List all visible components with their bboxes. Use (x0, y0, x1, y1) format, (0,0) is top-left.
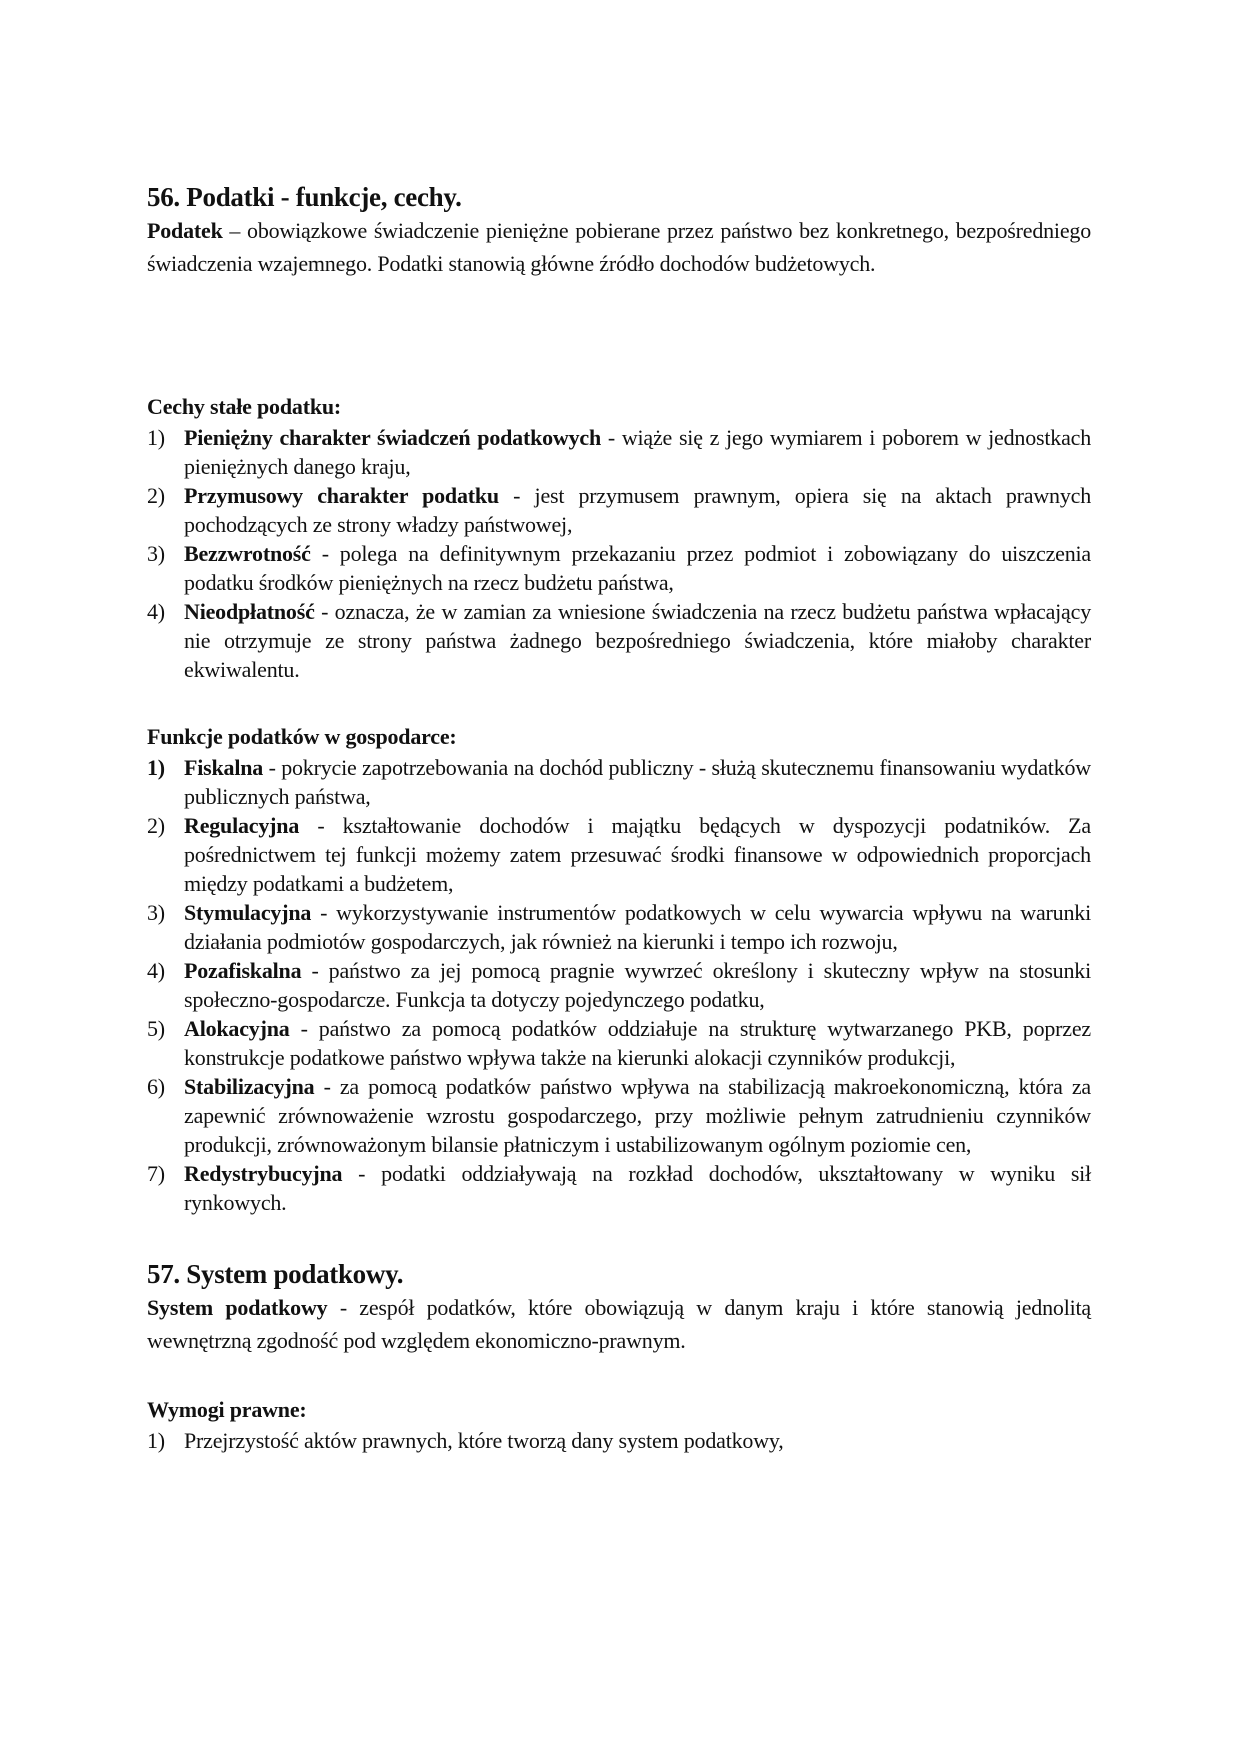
section-57-title: 57. System podatkowy. (147, 1259, 404, 1289)
section-56-title: 56. Podatki - funkcje, cechy. (147, 182, 462, 212)
list-item: 4) Nieodpłatność - oznacza, że w zamian za wniesione świadczenia na rzecz budżetu państwa wpłacający nie otrzymuje ze strony państwa żadnego bezpośredniego świadczenia, które miałoby charakter ekwiwalentu. (147, 599, 1091, 682)
requirements-list (147, 1426, 1091, 1455)
features-list (147, 423, 1091, 684)
document-page (147, 180, 1091, 1455)
list-item: 6) Stabilizacyjna - za pomocą podatków państwo wpływa na stabilizacją makroekonomiczną, która za zapewnić zrównoważenie wzrostu gospodarczego, przy możliwie pełnym zatrudnieniu czynników produkcji, zrównoważonym bilansie płatniczym i ustabilizowanym ogólnym poziomie cen, (147, 1074, 1091, 1157)
list-item: 7) Redystrybucyjna - podatki oddziaływają na rozkład dochodów, ukształtowany w wyniku sił rynkowych. (147, 1161, 1091, 1215)
requirements-heading: Wymogi prawne: (147, 1397, 307, 1422)
tax-system-text: - zespół podatków, które obowiązują w danym kraju i które stanowią jednolitą wewnętrzną zgodność pod względem ekonomiczno-prawnym. (147, 1295, 1091, 1353)
list-item: 1) Fiskalna - pokrycie zapotrzebowania na dochód publiczny - służą skutecznemu finansowaniu wydatków publicznych państwa, (147, 755, 1091, 809)
tax-definition-text: – obowiązkowe świadczenie pieniężne pobierane przez państwo bez konkretnego, bezpośredniego świadczenia wzajemnego. Podatki stanowią główne źródło dochodów budżetowych. (147, 218, 1091, 276)
tax-system-term: System podatkowy (147, 1295, 328, 1320)
list-item: 5) Alokacyjna - państwo za pomocą podatków oddziałuje na strukturę wytwarzanego PKB, poprzez konstrukcje podatkowe państwo wpływa także na kierunki alokacji czynników produkcji, (147, 1016, 1091, 1070)
list-item: 2) Regulacyjna - kształtowanie dochodów i majątku będących w dyspozycji podatników. Za pośrednictwem tej funkcji możemy zatem przesuwać środki finansowe w odpowiednich proporcjach między podatkami a budżetem, (147, 813, 1091, 896)
list-item: 1) Pieniężny charakter świadczeń podatkowych - wiąże się z jego wymiarem i poborem w jednostkach pieniężnych danego kraju, (147, 425, 1091, 479)
list-item: 3) Bezzwrotność - polega na definitywnym przekazaniu przez podmiot i zobowiązany do uiszczenia podatku środków pieniężnych na rzecz budżetu państwa, (147, 541, 1091, 595)
features-heading: Cechy stałe podatku: (147, 394, 342, 419)
functions-list (147, 753, 1091, 1217)
list-item: 1) Przejrzystość aktów prawnych, które tworzą dany system podatkowy, (147, 1428, 784, 1453)
list-item: 2) Przymusowy charakter podatku - jest przymusem prawnym, opiera się na aktach prawnych pochodzących ze strony władzy państwowej, (147, 483, 1091, 537)
tax-definition (147, 214, 1091, 280)
list-item: 4) Pozafiskalna - państwo za jej pomocą pragnie wywrzeć określony i skuteczny wpływ na stosunki społeczno-gospodarcze. Funkcja ta dotyczy pojedynczego podatku, (147, 958, 1091, 1012)
list-item: 3) Stymulacyjna - wykorzystywanie instrumentów podatkowych w celu wywarcia wpływu na warunki działania podmiotów gospodarczych, jak również na kierunki i tempo ich rozwoju, (147, 900, 1091, 954)
functions-heading: Funkcje podatków w gospodarce: (147, 724, 457, 749)
tax-system-definition (147, 1291, 1091, 1357)
tax-definition-term: Podatek (147, 218, 223, 243)
